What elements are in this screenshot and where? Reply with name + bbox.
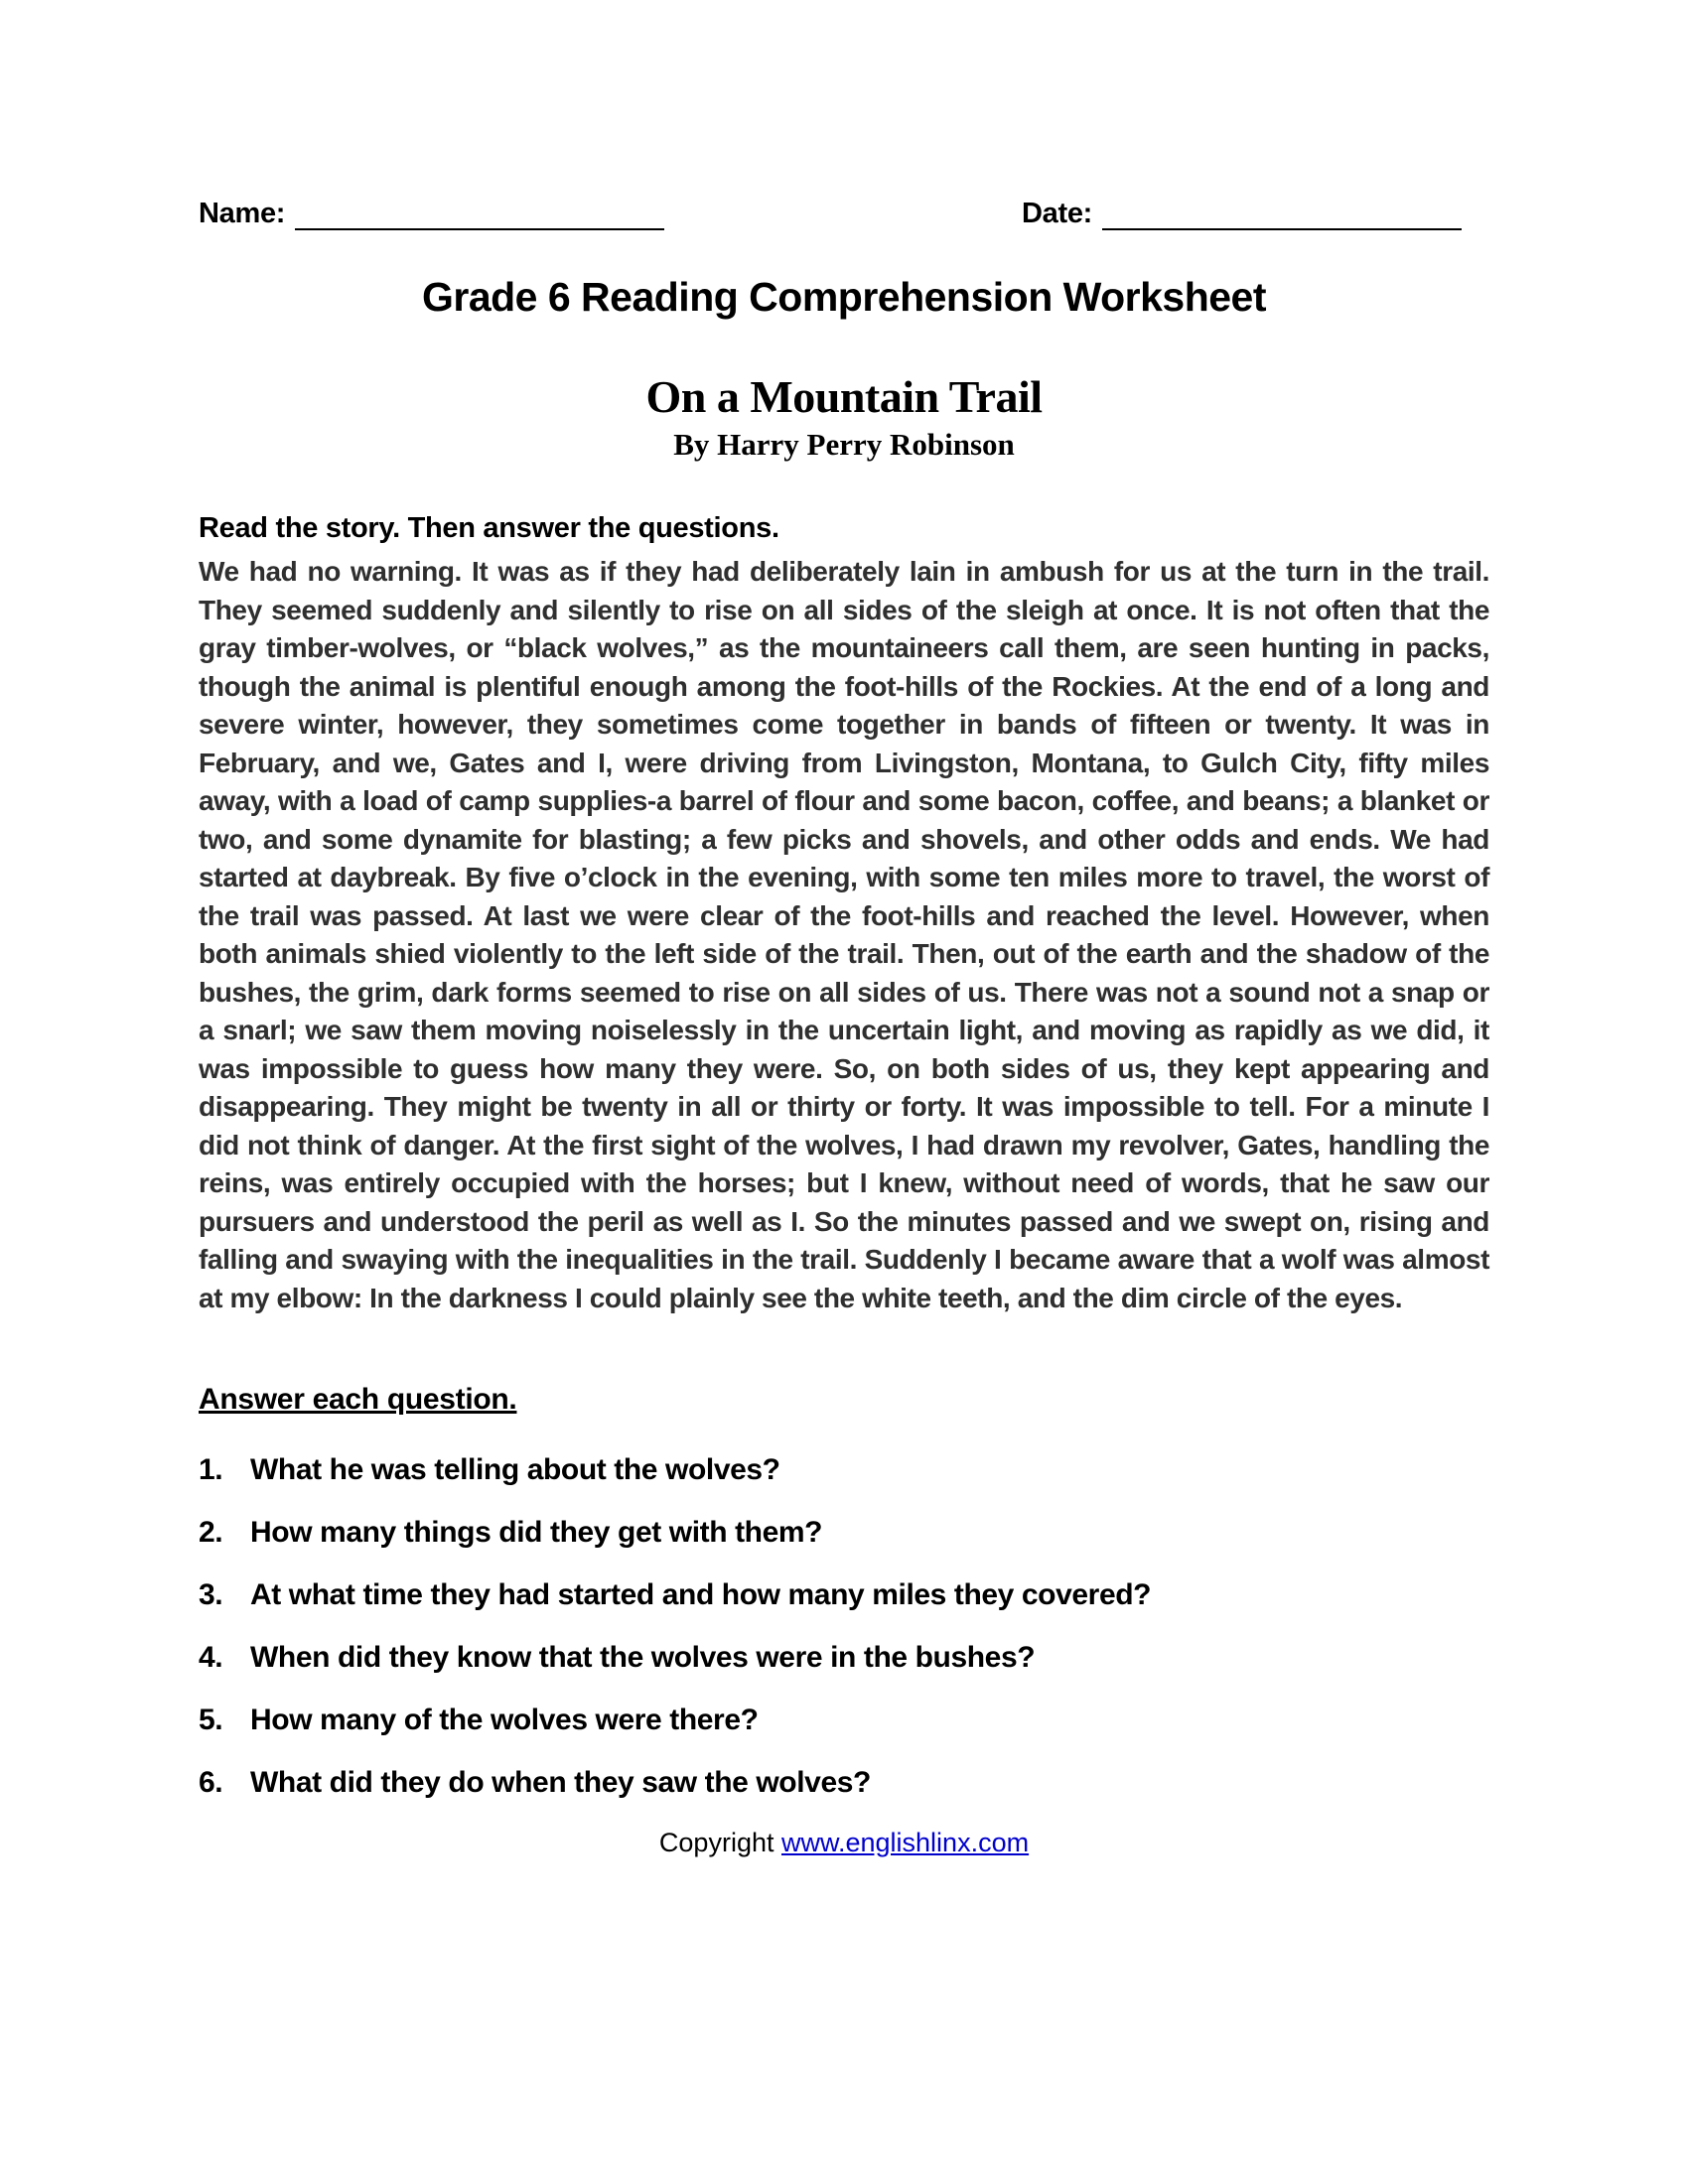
- copyright-link[interactable]: www.englishlinx.com: [780, 1828, 1030, 1857]
- question-number: 4.: [199, 1641, 223, 1674]
- story-title: On a Mountain Trail: [645, 371, 1043, 422]
- question-text: When did they know that the wolves were in the bushes?: [250, 1641, 1036, 1674]
- name-date-row: [199, 197, 1489, 230]
- story-text: We had no warning. It was as if they had deliberately lain in ambush for us at the turn in the trail. They seemed suddenly and silently to rise on all sides of the sleigh at once. It is not often that the gray timber-wolves, or “black wolves,” as the mountaineers call them, are seen hunting in packs, though the animal is plentiful enough among the foot-hills of the Rockies. At the end of a long and severe winter, however, they sometimes come together in bands of fifteen or twenty. It was in February, and we, Gates and I, were driving from Livingston, Montana, to Gulch City, fifty miles away, with a load of camp supplies-a barrel of flour and some bacon, coffee, and beans; a blanket or two, and some dynamite for blasting; a few picks and shovels, and other odds and ends. We had started at daybreak. By five o’clock in the evening, with some ten miles more to travel, the worst of the trail was passed. At last we were clear of the foot-hills and reached the level. However, when both animals shied violently to the left side of the trail. Then, out of the earth and the shadow of the bushes, the grim, dark forms seemed to rise on all sides of us. There was not a sound not a snap or a snarl; we saw them moving noiselessly in the uncertain light, and moving as rapidly as we did, it was impossible to guess how many they were. So, on both sides of us, they kept appearing and disappearing. They might be twenty in all or thirty or forty. It was impossible to tell. For a minute I did not think of danger. At the first sight of the wolves, I had drawn my revolver, Gates, handling the reins, was entirely occupied with the horses; but I knew, without need of words, that he saw our pursuers and understood the peril as well as I. So the minutes passed and we swept on, rising and falling and swaying with the inequalities in the trail. Suddenly I became aware that a wolf was almost at my elbow: In the darkness I could plainly see the white teeth, and the dim circle of the eyes.: [199, 556, 1489, 1313]
- question-text: What did they do when they saw the wolves?: [250, 1766, 871, 1799]
- story-instructions: Read the story. Then answer the questions.: [199, 512, 779, 544]
- story-byline: By Harry Perry Robinson: [673, 427, 1015, 462]
- question-number: 3.: [199, 1578, 223, 1611]
- worksheet-title: Grade 6 Reading Comprehension Worksheet: [421, 274, 1267, 320]
- question-number: 5.: [199, 1704, 223, 1736]
- question-number: 1.: [199, 1453, 223, 1486]
- question-number: 2.: [199, 1516, 223, 1549]
- question-row-2: [199, 1515, 1489, 1551]
- question-text: How many things did they get with them?: [250, 1516, 823, 1549]
- question-row-4: [199, 1640, 1489, 1676]
- questions-list: [199, 1452, 1489, 1801]
- date-label: Date:: [1021, 198, 1092, 229]
- date-blank-line: [1102, 197, 1462, 230]
- name-blank-line: [295, 197, 664, 230]
- question-text: How many of the wolves were there?: [250, 1704, 759, 1736]
- question-row-3: [199, 1577, 1489, 1613]
- name-field-group: [199, 197, 664, 230]
- question-row-6: [199, 1765, 1489, 1801]
- question-number: 6.: [199, 1766, 223, 1799]
- question-row-1: [199, 1452, 1489, 1488]
- questions-heading: Answer each question.: [199, 1383, 517, 1416]
- copyright-footer: [199, 1828, 1489, 1858]
- question-text: What he was telling about the wolves?: [250, 1453, 780, 1486]
- question-row-5: [199, 1703, 1489, 1738]
- copyright-text: Copyright: [658, 1828, 781, 1857]
- question-text: At what time they had started and how many miles they covered?: [250, 1578, 1152, 1611]
- date-field-group: [1022, 197, 1462, 230]
- name-label: Name:: [199, 198, 286, 229]
